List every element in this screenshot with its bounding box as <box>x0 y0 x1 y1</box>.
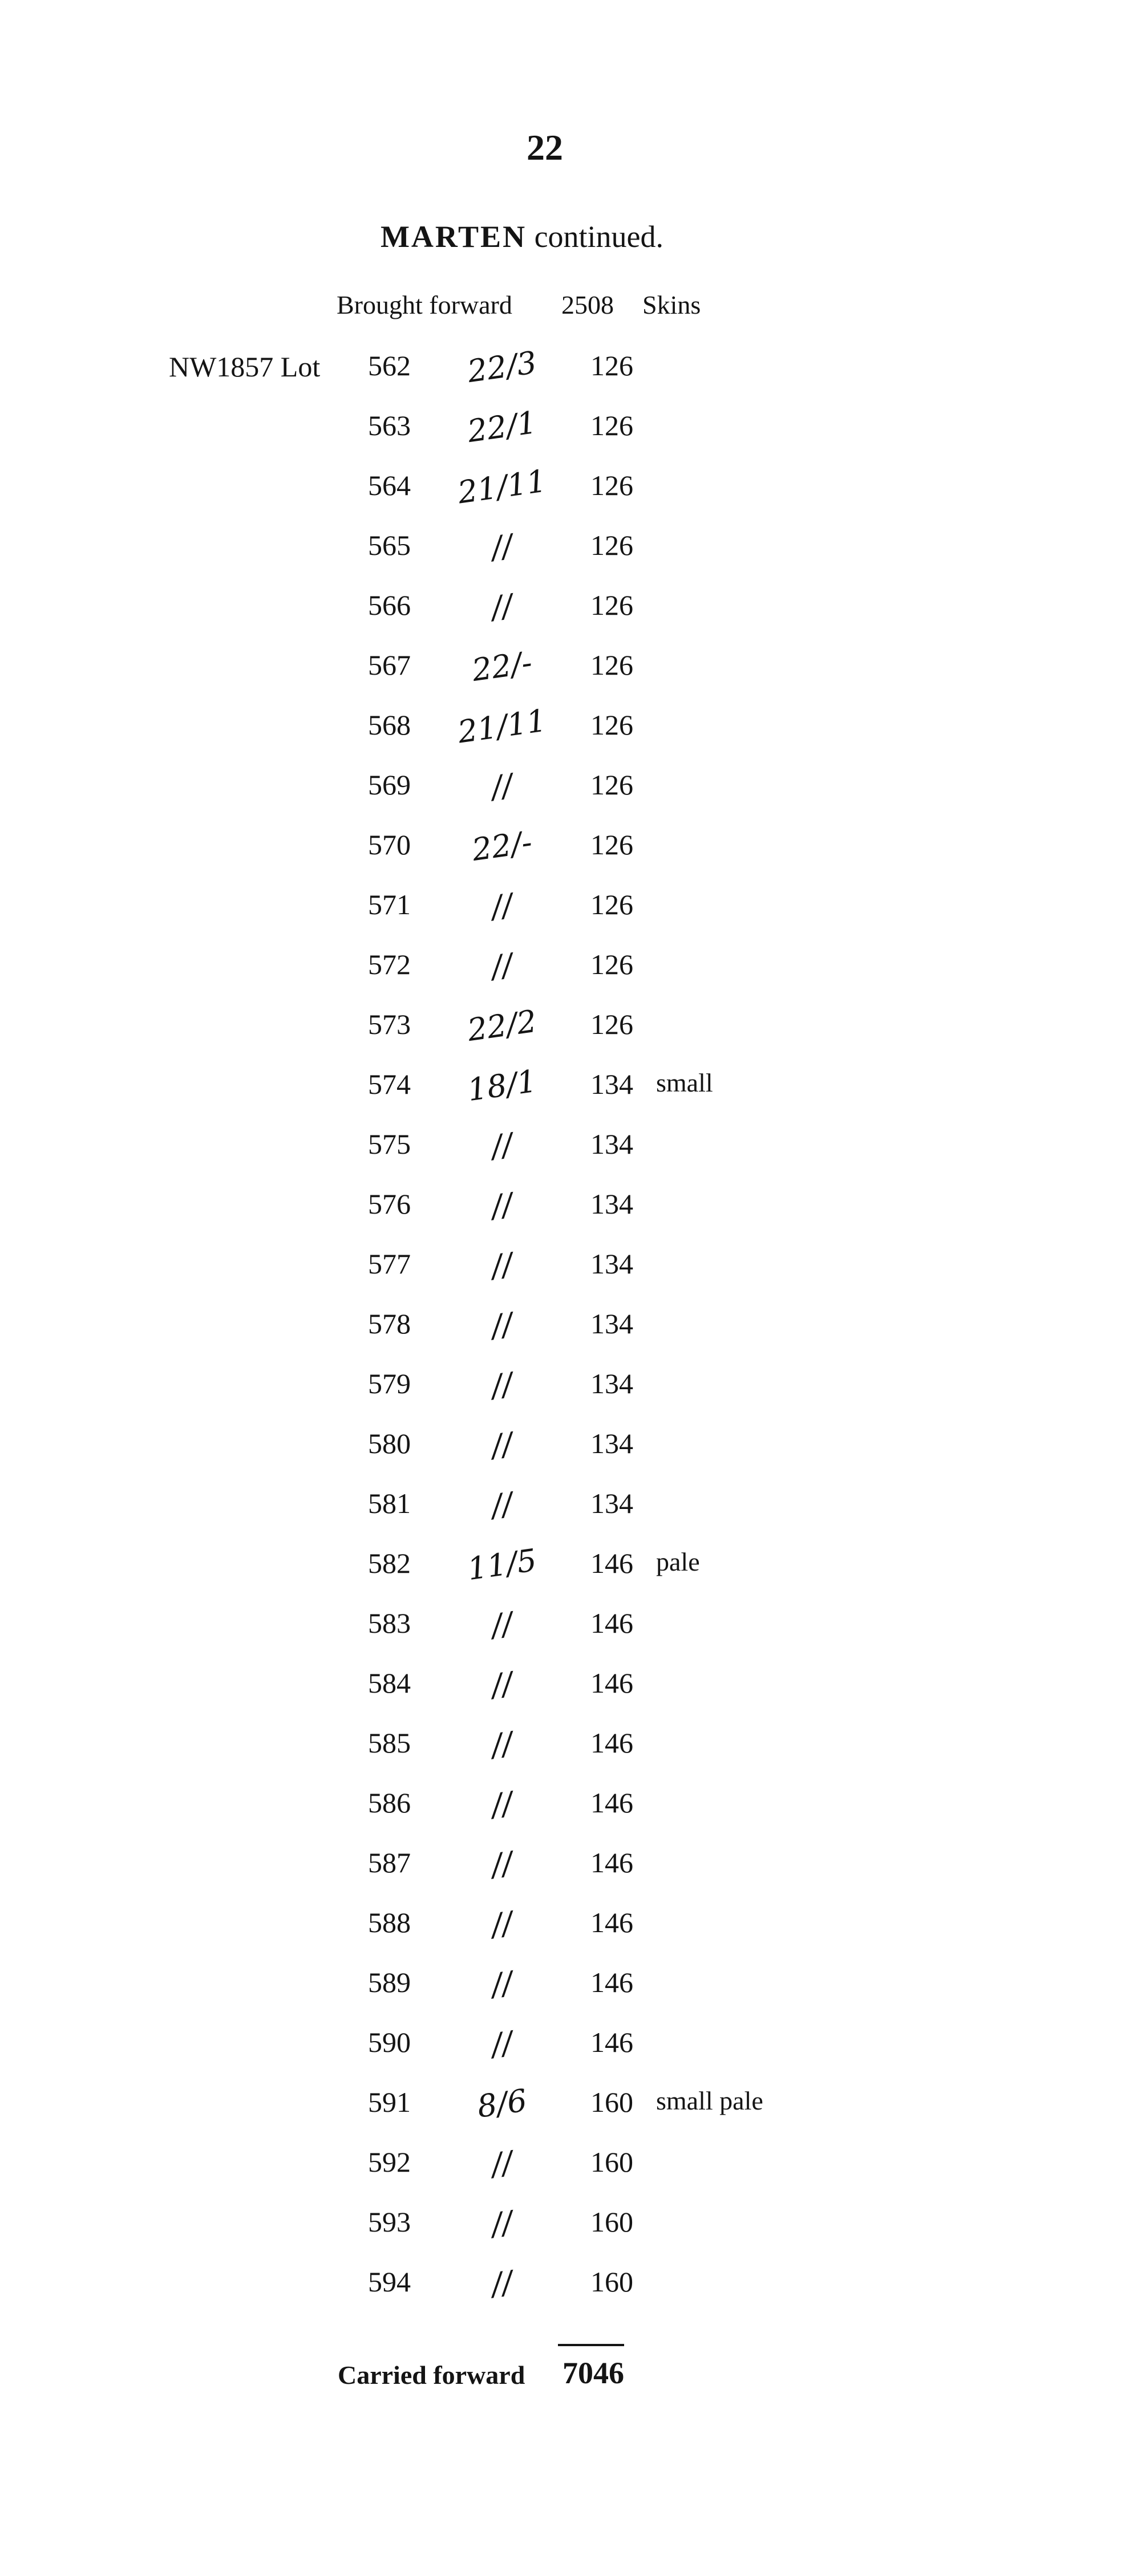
price-handwritten: // <box>489 766 515 806</box>
skins-count: 126 <box>590 709 633 741</box>
table-row <box>0 2144 1133 2183</box>
skins-count: 126 <box>590 589 633 621</box>
lot-number: 585 <box>368 1727 411 1759</box>
price-handwritten: // <box>489 1305 515 1345</box>
table-row <box>0 1305 1133 1345</box>
price-handwritten: // <box>489 2144 515 2183</box>
price-handwritten: // <box>489 946 515 985</box>
skins-count: 134 <box>590 1128 633 1160</box>
skins-count: 126 <box>590 948 633 980</box>
price-handwritten: 22/1 <box>465 404 539 450</box>
price-handwritten: // <box>489 1904 515 1944</box>
table-row <box>0 2024 1133 2063</box>
heading-suffix: continued. <box>534 220 664 254</box>
price-handwritten: 21/11 <box>455 463 549 511</box>
table-row <box>0 463 1133 511</box>
lot-number: 579 <box>368 1368 411 1399</box>
lot-number: 577 <box>368 1248 411 1280</box>
lot-number: 576 <box>368 1188 411 1220</box>
table-row <box>0 2204 1133 2243</box>
skins-count: 146 <box>590 1607 633 1639</box>
row-note: pale <box>656 1547 700 1576</box>
brought-forward-unit: Skins <box>642 290 701 319</box>
table-row <box>0 1485 1133 1524</box>
price-handwritten: 22/- <box>470 644 535 689</box>
table-row <box>0 1904 1133 1944</box>
table-row <box>0 1186 1133 1225</box>
table-row <box>0 1062 1133 1109</box>
table-row <box>0 587 1133 626</box>
table-row <box>0 1126 1133 1165</box>
skins-count: 126 <box>590 769 633 801</box>
table-row <box>0 1964 1133 2003</box>
price-handwritten: // <box>489 1186 515 1225</box>
skins-count: 126 <box>590 350 633 382</box>
skins-count: 146 <box>590 1727 633 1759</box>
price-handwritten: 18/1 <box>465 1062 539 1109</box>
lot-number: 574 <box>368 1068 411 1100</box>
table-row <box>0 1541 1133 1588</box>
table-row <box>0 2082 1133 2125</box>
skins-count: 160 <box>590 2086 633 2118</box>
skins-count: 126 <box>590 529 633 561</box>
price-handwritten: // <box>489 1844 515 1884</box>
lot-number: 581 <box>368 1487 411 1519</box>
table-row <box>0 644 1133 689</box>
lot-number: 573 <box>368 1008 411 1040</box>
table-row <box>0 1665 1133 1704</box>
table-row <box>0 527 1133 566</box>
price-handwritten: // <box>489 1485 515 1524</box>
skins-count: 134 <box>590 1248 633 1280</box>
skins-count: 134 <box>590 1308 633 1340</box>
skins-count: 126 <box>590 469 633 501</box>
skins-count: 126 <box>590 889 633 920</box>
brought-forward-value: 2508 <box>561 290 614 319</box>
lot-number: 590 <box>368 2026 411 2058</box>
price-handwritten: // <box>489 1246 515 1285</box>
price-handwritten: // <box>489 1126 515 1165</box>
price-handwritten: // <box>489 2204 515 2243</box>
table-row <box>0 1246 1133 1285</box>
lot-number: 567 <box>368 649 411 681</box>
table-row <box>0 1365 1133 1405</box>
price-handwritten: // <box>489 1964 515 2003</box>
lot-number: 594 <box>368 2266 411 2298</box>
skins-count: 160 <box>590 2146 633 2178</box>
table-row <box>0 766 1133 806</box>
skins-count: 160 <box>590 2266 633 2298</box>
table-row <box>0 2263 1133 2303</box>
price-handwritten: // <box>489 1365 515 1405</box>
row-note: small pale <box>656 2086 763 2115</box>
price-handwritten: 21/11 <box>455 702 549 751</box>
price-handwritten: // <box>489 587 515 626</box>
table-row <box>0 702 1133 751</box>
heading-title: MARTEN <box>380 220 527 254</box>
skins-count: 160 <box>590 2206 633 2238</box>
lot-number: 591 <box>368 2086 411 2118</box>
price-handwritten: // <box>489 1784 515 1824</box>
lot-prefix: NW1857 Lot <box>169 351 321 383</box>
page-number: 22 <box>527 127 563 168</box>
lot-number: 570 <box>368 829 411 861</box>
table-row <box>0 823 1133 869</box>
price-handwritten: // <box>489 527 515 566</box>
table-row <box>0 1605 1133 1644</box>
table-row <box>0 946 1133 985</box>
skins-count: 134 <box>590 1487 633 1519</box>
price-handwritten: 22/3 <box>465 344 539 390</box>
lot-number: 562 <box>368 350 411 382</box>
price-handwritten: 22/2 <box>465 1003 539 1049</box>
price-handwritten: // <box>489 1425 515 1465</box>
skins-count: 146 <box>590 2026 633 2058</box>
lot-number: 568 <box>368 709 411 741</box>
total-rule <box>558 2344 624 2346</box>
table-row <box>0 1003 1133 1049</box>
price-handwritten: // <box>489 1605 515 1644</box>
skins-count: 146 <box>590 1547 633 1579</box>
skins-count: 126 <box>590 1008 633 1040</box>
lot-number: 588 <box>368 1906 411 1938</box>
lot-number: 564 <box>368 469 411 501</box>
table-row <box>0 404 1133 450</box>
lot-number: 575 <box>368 1128 411 1160</box>
price-handwritten: // <box>489 2263 515 2303</box>
table-row <box>0 1844 1133 1884</box>
skins-count: 146 <box>590 1906 633 1938</box>
price-handwritten: // <box>489 886 515 926</box>
table-row <box>0 344 1133 390</box>
lot-number: 584 <box>368 1667 411 1699</box>
lot-number: 569 <box>368 769 411 801</box>
skins-count: 146 <box>590 1847 633 1879</box>
skins-count: 134 <box>590 1368 633 1399</box>
table-row <box>0 1425 1133 1465</box>
table-row <box>0 886 1133 926</box>
price-handwritten: 8/6 <box>475 2082 529 2125</box>
skins-count: 146 <box>590 1667 633 1699</box>
lot-number: 586 <box>368 1787 411 1819</box>
skins-count: 146 <box>590 1966 633 1998</box>
lot-number: 580 <box>368 1427 411 1459</box>
lot-number: 583 <box>368 1607 411 1639</box>
table-row <box>0 1725 1133 1764</box>
lot-number: 578 <box>368 1308 411 1340</box>
price-handwritten: // <box>489 1665 515 1704</box>
skins-count: 146 <box>590 1787 633 1819</box>
carried-forward-label: Carried forward <box>338 2360 525 2390</box>
skins-count: 134 <box>590 1188 633 1220</box>
price-handwritten: 22/- <box>470 823 535 869</box>
brought-forward-label: Brought forward <box>337 290 512 319</box>
lot-number: 589 <box>368 1966 411 1998</box>
lot-number: 566 <box>368 589 411 621</box>
price-handwritten: 11/5 <box>465 1541 539 1588</box>
lot-number: 592 <box>368 2146 411 2178</box>
carried-forward-value: 7046 <box>563 2356 624 2390</box>
price-handwritten: // <box>489 2024 515 2063</box>
lot-number: 563 <box>368 409 411 441</box>
skins-count: 126 <box>590 409 633 441</box>
lot-number: 572 <box>368 948 411 980</box>
lot-number: 571 <box>368 889 411 920</box>
price-handwritten: // <box>489 1725 515 1764</box>
skins-count: 126 <box>590 829 633 861</box>
table-row <box>0 1784 1133 1824</box>
skins-count: 126 <box>590 649 633 681</box>
skins-count: 134 <box>590 1427 633 1459</box>
section-heading <box>0 219 1044 254</box>
row-note: small <box>656 1068 713 1097</box>
skins-count: 134 <box>590 1068 633 1100</box>
lot-number: 582 <box>368 1547 411 1579</box>
lot-number: 587 <box>368 1847 411 1879</box>
lot-number: 565 <box>368 529 411 561</box>
lot-number: 593 <box>368 2206 411 2238</box>
